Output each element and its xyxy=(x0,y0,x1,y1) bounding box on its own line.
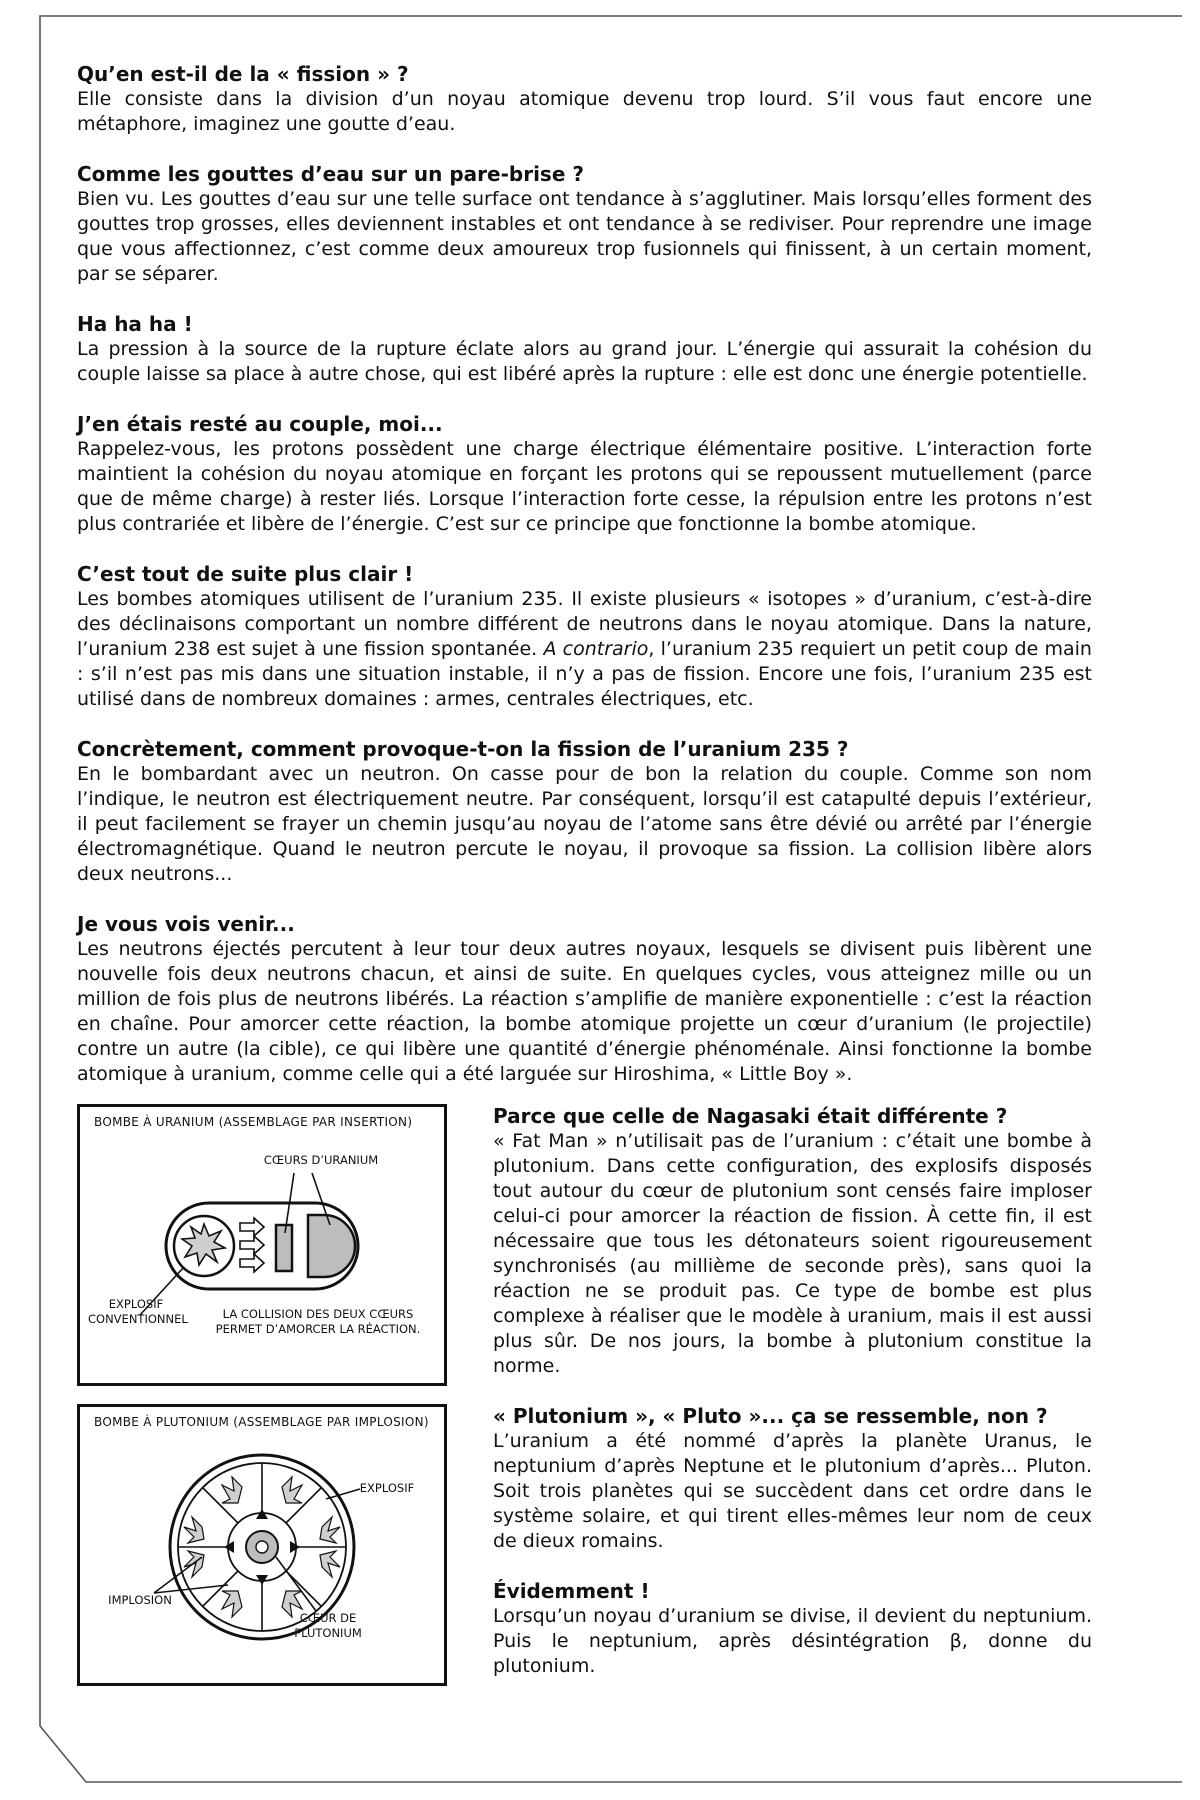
qa-block xyxy=(493,1579,1092,1679)
answer: Les neutrons éjectés percutent à leur tour deux autres noyaux, lesquels se divisent puis libèrent une nouvelle fois deux neutrons chacun, et ainsi de suite. En quelques cycles, vous atteignez mille ou un million de fois plus de neutrons libérés. La réaction s’amplifie de manière exponentielle : c’est la réaction en chaîne. Pour amorcer cette réaction, la bombe atomique projette un cœur d’uranium (le projectile) contre un autre (la cible), ce qui libère une quantité d’énergie phénoménale. Ainsi fonctionne la bombe atomique à uranium, comme celle qui a été larguée sur Hiroshima, « Little Boy ». xyxy=(77,938,1092,1085)
answer: L’uranium a été nommé d’après la planète Uranus, le neptunium d’après Neptune et le plutonium d’après... Pluton. Soit trois planètes qui se succèdent dans cet ordre dans le système solaire, et qui tirent elles-mêmes leur nom de ceux de dieux romains. xyxy=(493,1430,1092,1552)
plutonium-bomb-diagram xyxy=(77,1404,447,1686)
main-text xyxy=(77,62,1092,1112)
plutonium-bomb-illustration xyxy=(80,1407,444,1683)
question: Concrètement, comment provoque-t-on la fission de l’uranium 235 ? xyxy=(77,737,849,761)
answer xyxy=(77,587,1092,712)
question: Comme les gouttes d’eau sur un pare-brise ? xyxy=(77,162,584,186)
answer: Elle consiste dans la division d’un noyau atomique devenu trop lourd. S’il vous faut encore une métaphore, imaginez une goutte d’eau. xyxy=(77,88,1092,135)
core-center xyxy=(256,1541,268,1553)
question: C’est tout de suite plus clair ! xyxy=(77,562,414,586)
label-implosion: IMPLOSION xyxy=(108,1593,172,1607)
answer: En le bombardant avec un neutron. On casse pour de bon la relation du couple. Comme son nom l’indique, le neutron est électriquement neutre. Par conséquent, lorsqu’il est catapulté depuis l’extérieur, il peut facilement se frayer un chemin jusqu’au noyau de l’atome sans être dévié ou arrêté par l’énergie électromagnétique. Quand le neutron percute le noyau, il provoque sa fission. La collision libère alors deux neutrons... xyxy=(77,763,1092,885)
answer-part: Les bombes atomiques utilisent de l’uranium 235. Il existe plusieurs « isotopes » d’uranium, c’est-à-dire des déclinaisons comportant un nombre différent de neutrons dans le noyau atomique. Dans la nature, l’uranium 238 est sujet à une fission spontanée. xyxy=(77,588,1092,660)
answer: Lorsqu’un noyau d’uranium se divise, il devient du neptunium. Puis le neptunium, après désintégration β, donne du plutonium. xyxy=(493,1605,1092,1677)
qa-block xyxy=(77,562,1092,712)
qa-block xyxy=(77,412,1092,537)
label-plutonium-core xyxy=(276,1611,380,1641)
answer-part: , l’uranium 235 requiert un petit coup de main : s’il n’est pas mis dans une situation instable, il n’y a pas de fission. Encore une fois, l’uranium 235 est utilisé dans de nombreux domaines : armes, centrales électriques, etc. xyxy=(77,638,1092,710)
label-line: PERMET D’AMORCER LA RÉACTION. xyxy=(215,1322,421,1336)
qa-block xyxy=(77,312,1092,387)
answer: « Fat Man » n’utilisait pas de l’uranium : c’était une bombe à plutonium. Dans cette configuration, des explosifs disposés tout autour du cœur de plutonium sont censés faire imploser celui-ci pour amorcer la réaction de fission. À cette fin, il est nécessaire que tous les détonateurs soient rigoureusement synchronisés (au millième de seconde près), sans quoi la réaction ne se produit pas. Ce type de bombe est plus complexe à réaliser que le modèle à uranium, mais il est aussi plus sûr. De nos jours, la bombe à plutonium constitue la norme. xyxy=(493,1130,1092,1377)
uranium-projectile xyxy=(276,1225,292,1271)
label-line: LA COLLISION DES DEUX CŒURS xyxy=(222,1307,414,1321)
qa-block xyxy=(77,912,1092,1087)
label-line: PLUTONIUM xyxy=(294,1626,362,1640)
answer-italic: A contrario xyxy=(543,638,649,660)
thrust-arrows xyxy=(240,1218,264,1272)
label-collision xyxy=(204,1307,432,1337)
label-line: CONVENTIONNEL xyxy=(88,1312,188,1326)
label-conventional-explosive xyxy=(88,1297,188,1327)
diagram-column xyxy=(77,1104,452,1686)
qa-block xyxy=(77,162,1092,287)
qa-block xyxy=(493,1104,1092,1379)
question: Parce que celle de Nagasaki était différente ? xyxy=(493,1104,1008,1128)
diagram-title: BOMBE À URANIUM (ASSEMBLAGE PAR INSERTION) xyxy=(94,1115,413,1129)
label-uranium-cores: CŒURS D’URANIUM xyxy=(263,1153,379,1167)
right-column-text xyxy=(493,1104,1092,1704)
diagram-spacer xyxy=(77,1386,452,1404)
question: J’en étais resté au couple, moi... xyxy=(77,412,443,436)
answer: Bien vu. Les gouttes d’eau sur une telle surface ont tendance à s’agglutiner. Mais lorsqu’elles forment des gouttes trop grosses, elles deviennent instables et ont tendance à se rediviser. Pour reprendre une image que vous affectionnez, c’est comme deux amoureux trop fusionnels qui finissent, à un certain moment, par se séparer. xyxy=(77,188,1092,285)
qa-block xyxy=(77,62,1092,137)
question: « Plutonium », « Pluto »... ça se ressemble, non ? xyxy=(493,1404,1048,1428)
question: Qu’en est-il de la « fission » ? xyxy=(77,62,409,86)
question: Évidemment ! xyxy=(493,1579,650,1603)
qa-block xyxy=(493,1404,1092,1554)
label-explosive: EXPLOSIF xyxy=(359,1481,415,1495)
label-line: EXPLOSIF xyxy=(108,1297,164,1311)
qa-block xyxy=(77,737,1092,887)
uranium-bomb-diagram xyxy=(77,1104,447,1386)
answer: Rappelez-vous, les protons possèdent une charge électrique élémentaire positive. L’interaction forte maintient la cohésion du noyau atomique en forçant les protons qui se repoussent mutuellement (parce que de même charge) à rester liés. Lorsque l’interaction forte cesse, la répulsion entre les protons n’est plus contrariée et libère de l’énergie. C’est sur ce principe que fonctionne la bombe atomique. xyxy=(77,438,1092,535)
question: Ha ha ha ! xyxy=(77,312,193,336)
diagram-title: BOMBE À PLUTONIUM (ASSEMBLAGE PAR IMPLOSION) xyxy=(94,1415,429,1429)
question: Je vous vois venir... xyxy=(77,912,295,936)
label-line: CŒUR DE xyxy=(299,1611,357,1625)
answer: La pression à la source de la rupture éclate alors au grand jour. L’énergie qui assurait la cohésion du couple laisse sa place à autre chose, qui est libéré après la rupture : elle est donc une énergie potentielle. xyxy=(77,338,1092,385)
uranium-bomb-illustration xyxy=(80,1107,444,1383)
lower-section xyxy=(77,1104,1092,1704)
